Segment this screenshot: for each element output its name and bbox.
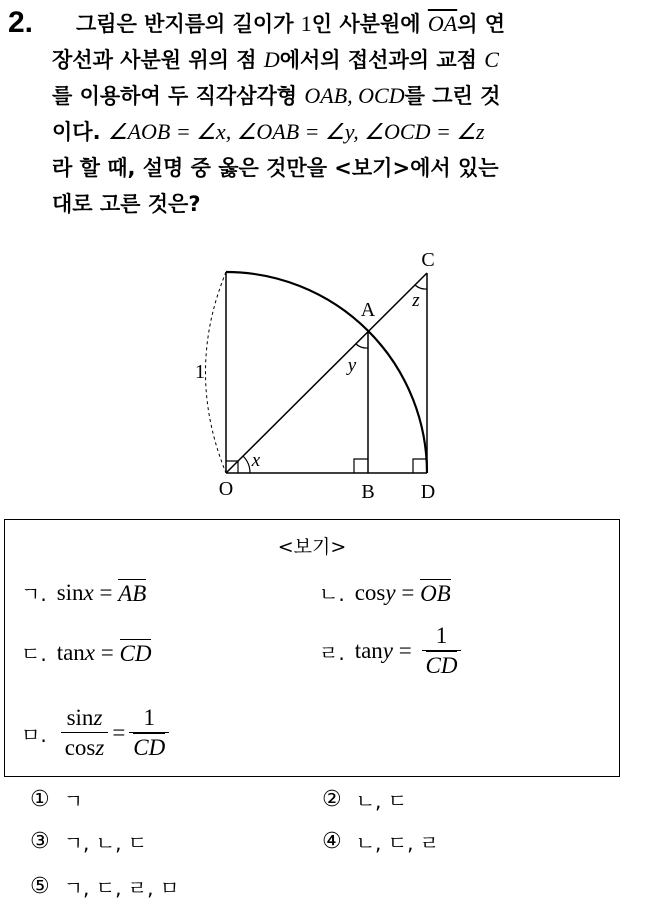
numerator: 1 xyxy=(435,623,448,648)
fraction xyxy=(422,623,462,679)
bogi-item-4 xyxy=(319,623,465,679)
stem-line-6 xyxy=(52,186,618,222)
stem-text: 그림은 반지름의 길이가 xyxy=(76,12,301,36)
stem-text: 이다. xyxy=(52,120,108,144)
label-x: x xyxy=(251,450,261,471)
angle-x-arc xyxy=(243,456,250,473)
item-mark: ㄷ. xyxy=(21,642,47,666)
fn-name: cos xyxy=(64,735,96,760)
label-y: y xyxy=(347,355,357,376)
var: z xyxy=(93,705,103,730)
choice-mark: ③ xyxy=(30,829,50,854)
stem-text: 대로 고른 것은? xyxy=(52,192,201,216)
item-mark: ㅁ. xyxy=(21,722,47,747)
choice-text: ㄴ, ㄷ, ㄹ xyxy=(355,831,440,855)
choice-3[interactable] xyxy=(30,827,147,856)
item-mark: ㄱ. xyxy=(21,582,47,606)
equals: = xyxy=(112,720,126,745)
choice-text: ㄱ, ㄴ, ㄷ xyxy=(63,831,148,855)
stem-line-5 xyxy=(52,150,618,186)
stem-math: C xyxy=(484,47,499,72)
label-o: O xyxy=(218,478,234,500)
bogi-box xyxy=(4,519,620,777)
equals: = xyxy=(93,579,119,605)
stem-text: 의 연 xyxy=(457,12,506,36)
stem-line-2 xyxy=(52,42,618,78)
question-number: 2. xyxy=(8,6,34,39)
label-b: B xyxy=(361,481,375,500)
stem-text: 를 이용하여 두 직각삼각형 xyxy=(52,84,305,108)
choice-4[interactable] xyxy=(322,827,439,856)
bogi-item-3 xyxy=(21,638,151,667)
bogi-item-5 xyxy=(21,705,173,761)
segment: AB xyxy=(118,580,147,606)
label-one: 1 xyxy=(195,361,205,383)
item-expr xyxy=(57,639,152,667)
fn-name: tan xyxy=(56,639,85,665)
item-mark: ㄹ. xyxy=(319,640,345,665)
equals: = xyxy=(395,579,421,605)
length-brace xyxy=(206,272,227,473)
label-z: z xyxy=(412,290,420,311)
label-a: A xyxy=(360,299,376,321)
numerator xyxy=(63,705,107,732)
segment: OB xyxy=(420,580,451,606)
stem-line-1 xyxy=(52,6,618,42)
choice-1[interactable] xyxy=(30,785,83,814)
fraction-sin-cos xyxy=(61,705,109,761)
var: y xyxy=(385,579,396,605)
stem-math: OAB, OCD xyxy=(304,83,405,108)
fn-name: sin xyxy=(56,579,84,605)
question-stem xyxy=(52,6,618,222)
item-expr xyxy=(355,579,451,607)
numerator: 1 xyxy=(143,705,156,730)
choice-text: ㄱ xyxy=(63,789,84,813)
fn-name: tan xyxy=(354,638,383,663)
choice-text: ㄱ, ㄷ, ㄹ, ㅁ xyxy=(63,876,180,900)
var: y xyxy=(382,638,394,663)
equals: = xyxy=(393,638,418,663)
denominator xyxy=(61,733,109,761)
equals: = xyxy=(95,639,120,665)
stem-text: 장선과 사분원 위의 점 xyxy=(52,48,264,72)
stem-text: 인 사분원에 xyxy=(311,12,428,36)
stem-math: ∠AOB = ∠x, ∠OAB = ∠y, ∠OCD = ∠z xyxy=(107,119,485,144)
choice-5[interactable] xyxy=(30,872,179,901)
stem-math: D xyxy=(263,47,280,72)
bogi-title: <보기> xyxy=(277,536,347,558)
fraction xyxy=(129,705,169,761)
choice-text: ㄴ, ㄷ xyxy=(355,789,408,813)
item-expr xyxy=(57,705,174,761)
right-angle-b xyxy=(354,459,368,473)
choice-mark: ② xyxy=(322,787,342,812)
item-expr xyxy=(355,623,466,679)
stem-math: 1 xyxy=(300,11,312,36)
item-expr xyxy=(57,579,147,607)
bogi-item-1 xyxy=(21,578,146,607)
stem-text: 를 그린 것 xyxy=(404,84,501,108)
stem-line-3 xyxy=(52,78,618,114)
choice-mark: ① xyxy=(30,787,50,812)
denominator: CD xyxy=(425,653,458,678)
fn-name: sin xyxy=(66,705,94,730)
stem-text: 에서의 접선과의 교점 xyxy=(279,48,485,72)
stem-text: 라 할 때, 설명 중 옳은 것만을 <보기>에서 있는 xyxy=(52,156,499,180)
angle-y-arc xyxy=(356,344,368,348)
figure-svg xyxy=(180,240,460,500)
var: x xyxy=(83,579,94,605)
bogi-item-2 xyxy=(319,578,451,607)
line-oc xyxy=(226,273,427,473)
var: x xyxy=(84,639,96,665)
item-mark: ㄴ. xyxy=(319,582,345,606)
denominator: CD xyxy=(133,735,166,760)
choice-2[interactable] xyxy=(322,785,407,814)
choice-mark: ⑤ xyxy=(30,874,50,899)
fn-name: cos xyxy=(354,579,386,605)
segment: CD xyxy=(119,640,152,666)
stem-math-overline: $\overline{OA}$ xyxy=(427,11,458,36)
angle-z-arc xyxy=(415,285,427,289)
quarter-circle-figure xyxy=(180,240,460,504)
label-d: D xyxy=(420,481,436,500)
var: z xyxy=(95,735,105,760)
label-c: C xyxy=(421,249,435,271)
stem-line-4 xyxy=(52,114,618,150)
right-angle-d xyxy=(413,459,427,473)
choice-mark: ④ xyxy=(322,829,342,854)
